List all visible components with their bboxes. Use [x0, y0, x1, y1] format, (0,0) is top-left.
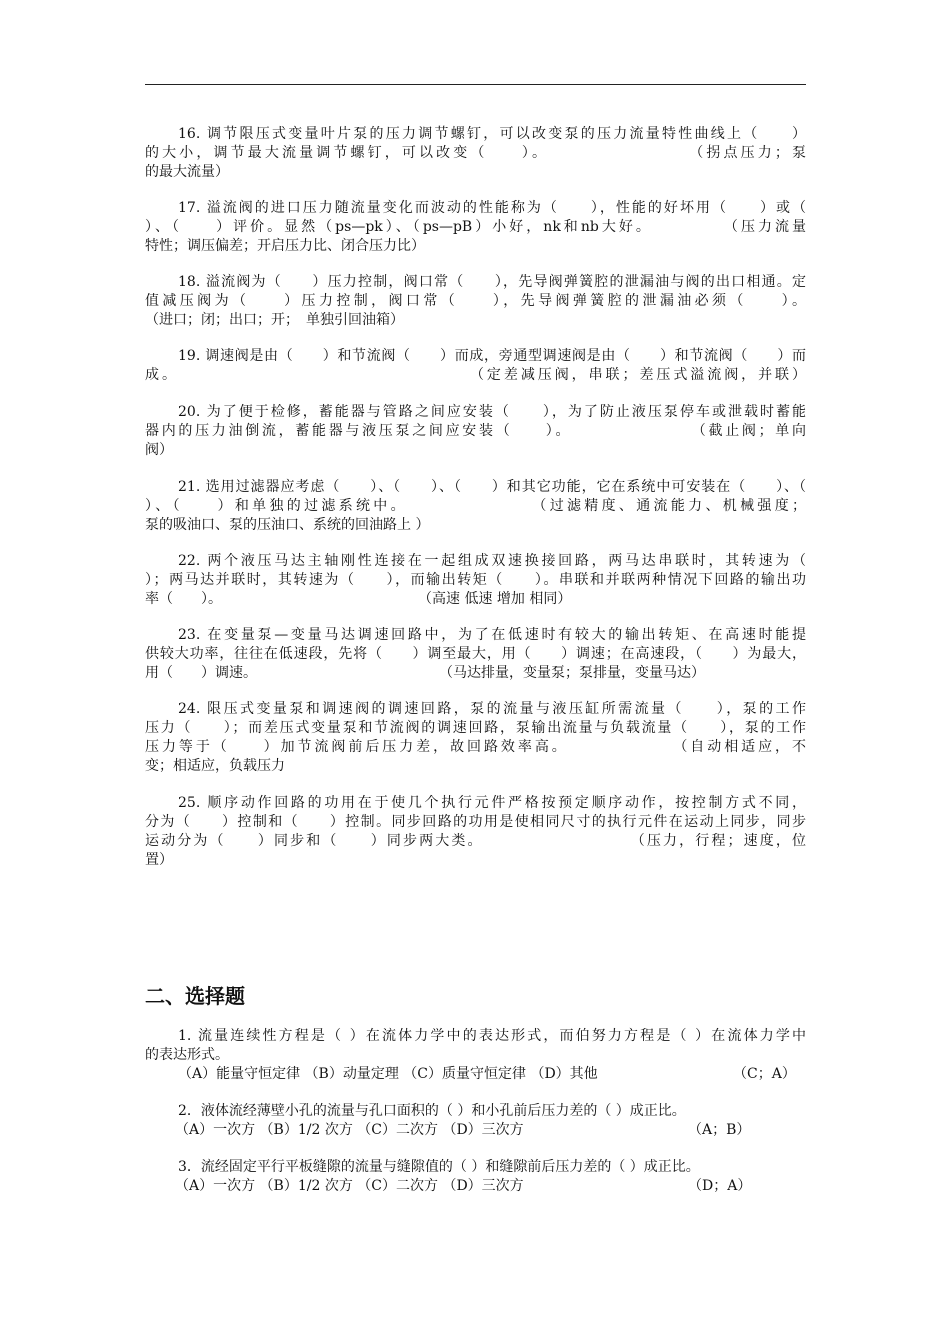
question-line: 分为（ ）控制和（ ）控制。同步回路的功用是使相同尺寸的执行元件在运动上同步，同步: [145, 814, 806, 830]
choice-options: （A）一次方 （B）1/2 次方 （C）二次方 （D）三次方: [175, 1178, 524, 1194]
question-line: 1. 流量连续性方程是（ ）在流体力学中的表达形式，而伯努力方程是（ ）在流体力学中: [178, 1028, 806, 1044]
question-line: 25. 顺序动作回路的功用在于使几个执行元件严格按预定顺序动作，按控制方式不同，: [178, 795, 806, 811]
question-line: 23. 在变量泵—变量马达调速回路中，为了在低速时有较大的输出转矩、在高速时能提: [178, 627, 806, 643]
question-23: [145, 626, 806, 683]
question-25: [145, 794, 806, 870]
question-line: 压力等于（ ）加节流阀前后压力差，故回路效率高。 （自动相适应，不: [145, 739, 806, 755]
question-line: 成。 （定差减压阀，串联；差压式溢流阀，并联）: [145, 367, 806, 383]
question-line: 16. 调节限压式变量叶片泵的压力调节螺钉，可以改变泵的压力流量特性曲线上（ ）: [178, 126, 806, 142]
question-line: 的最大流量）: [145, 164, 229, 180]
section-heading: 二、选择题: [145, 984, 245, 1008]
question-line: 的表达形式。: [145, 1047, 229, 1063]
question-line: ）、（ ）评价。显然（ps—pk）、（ps—pB）小好，nk和nb大好。 （压力流量: [145, 219, 806, 235]
question-24: [145, 700, 806, 776]
question-16: [145, 125, 806, 182]
question-line: 18. 溢流阀为（ ）压力控制，阀口常（ ），先导阀弹簧腔的泄漏油与阀的出口相通。定: [178, 274, 806, 290]
question-line: 压力（ ）；而差压式变量泵和节流阀的调速回路，泵输出流量与负载流量（ ），泵的工作: [145, 720, 806, 736]
question-22: [145, 552, 806, 609]
question-line: 变；相适应，负载压力: [145, 758, 285, 774]
choice-question-1: [145, 1027, 806, 1065]
question-line: 供较大功率，往往在低速段，先将（ ）调至最大，用（ ）调速；在高速段，（ ）为最大，: [145, 646, 806, 662]
question-line: 22. 两个液压马达主轴刚性连接在一起组成双速换接回路，两马达串联时，其转速为（: [178, 553, 806, 569]
choice-question-2: [145, 1102, 806, 1121]
question-line: （进口；闭；出口；开； 单独引回油箱）: [145, 312, 404, 328]
question-17: [145, 199, 806, 256]
question-line: 率（ ）。 （高速 低速 增加 相同）: [145, 591, 572, 607]
question-line: 泵的吸油口、泵的压油口、系统的回油路上 ）: [145, 517, 430, 533]
choice-question-3: [145, 1158, 806, 1177]
question-19: [145, 347, 806, 385]
question-line: 用（ ）调速。 （马达排量，变量泵；泵排量，变量马达）: [145, 665, 705, 681]
question-line: 的大小，调节最大流量调节螺钉，可以改变（ ）。 （拐点压力；泵: [145, 145, 806, 161]
choice-answer: （D；A）: [688, 1178, 752, 1194]
question-line: 3．流经固定平行平板缝隙的流量与缝隙值的（ ）和缝隙前后压力差的（ ）成正比。: [178, 1159, 700, 1175]
choice-options: （A）一次方 （B）1/2 次方 （C）二次方 （D）三次方: [175, 1122, 524, 1138]
choice-answer: （A；B）: [688, 1122, 751, 1138]
question-line: 17. 溢流阀的进口压力随流量变化而波动的性能称为（ ），性能的好坏用（ ）或（: [178, 200, 806, 216]
question-line: 阀）: [145, 442, 173, 458]
question-line: 值减压阀为（ ）压力控制，阀口常（ ），先导阀弹簧腔的泄漏油必须（ ）。: [145, 293, 806, 309]
question-line: 20. 为了便于检修，蓄能器与管路之间应安装（ ），为了防止液压泵停车或泄载时蓄能: [178, 404, 806, 420]
question-line: 2．液体流经薄壁小孔的流量与孔口面积的（ ）和小孔前后压力差的（ ）成正比。: [178, 1103, 686, 1119]
question-line: 器内的压力油倒流，蓄能器与液压泵之间应安装（ ）。 （截止阀；单向: [145, 423, 806, 439]
question-line: 置）: [145, 852, 173, 868]
choice-answer: （C；A）: [733, 1066, 796, 1082]
question-line: 21. 选用过滤器应考虑（ ）、（ ）、（ ）和其它功能，它在系统中可安装在（ ）、（: [178, 479, 806, 495]
question-line: 特性；调压偏差；开启压力比、闭合压力比）: [145, 238, 425, 254]
choice-options: （A）能量守恒定律 （B）动量定理 （C）质量守恒定律 （D）其他: [178, 1066, 598, 1082]
question-line: 运动分为（ ）同步和（ ）同步两大类。 （压力，行程；速度，位: [145, 833, 806, 849]
question-18: [145, 273, 806, 330]
question-line: ）；两马达并联时，其转速为（ ），而输出转矩（ ）。串联和并联两种情况下回路的输出功: [145, 572, 806, 588]
question-line: 24. 限压式变量泵和调速阀的调速回路，泵的流量与液压缸所需流量（ ），泵的工作: [178, 701, 806, 717]
question-line: ）、（ ）和单独的过滤系统中。 （过滤精度、通流能力、机械强度；: [145, 498, 806, 514]
header-rule: [145, 84, 806, 85]
question-line: 19. 调速阀是由（ ）和节流阀（ ）而成，旁通型调速阀是由（ ）和节流阀（ ）而: [178, 348, 806, 364]
question-20: [145, 403, 806, 460]
question-21: [145, 478, 806, 535]
